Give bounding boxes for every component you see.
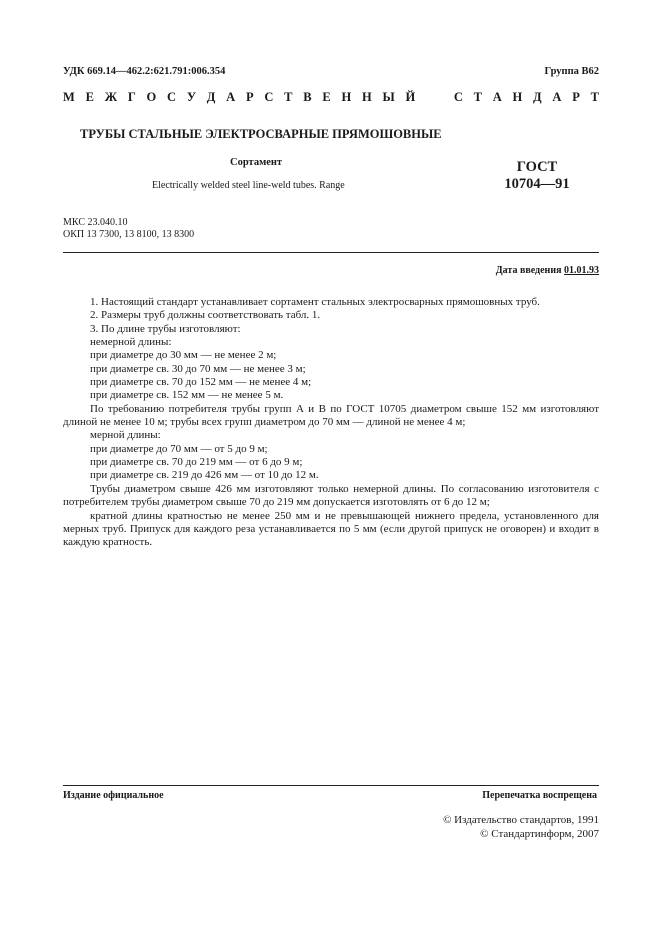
heading-letter: Д <box>206 90 216 104</box>
paragraph-2: 2. Размеры труб должны соответствовать табл. 1. <box>90 309 321 322</box>
list-item: при диаметре до 70 мм — от 5 до 9 м; <box>90 442 268 455</box>
list-item: при диаметре до 30 мм — не менее 2 м; <box>90 349 277 362</box>
document-title: ТРУБЫ СТАЛЬНЫЕ ЭЛЕКТРОСВАРНЫЕ ПРЯМОШОВНЫЕ <box>80 127 442 141</box>
heading-letter: Е <box>85 90 94 104</box>
udk-code: УДК 669.14—462.2:621.791:006.354 <box>63 66 226 77</box>
okp-code: ОКП 13 7300, 13 8100, 13 8300 <box>63 229 195 240</box>
heading-letter: Н <box>512 90 523 104</box>
heading-letter: А <box>226 90 236 104</box>
heading-letter: Н <box>341 90 352 104</box>
gost-label: ГОСТ <box>516 159 558 175</box>
heading-letter: У <box>186 90 197 104</box>
reprint-note: Перепечатка воспрещена <box>482 790 597 801</box>
date-label: Дата введения <box>495 265 564 276</box>
heading-letter: Т <box>284 90 293 104</box>
list-item: при диаметре св. 152 мм — не менее 5 м. <box>90 389 284 402</box>
paragraph-5: Трубы диаметром свыше 426 мм изготовляют только немерной длины. По согласованию изготовителя с потребителем трубы диаметром свыше 70 до 219 мм допускается изготовлять от 6 до 12 м; <box>63 482 599 509</box>
list-item: немерной длины: <box>90 336 172 349</box>
gost-number: 10704—91 <box>504 176 570 192</box>
heading-letter: С <box>453 90 463 104</box>
paragraph-6: кратной длины кратностью не менее 250 мм и не превышающей нижнего предела, установленного для мерных труб. Припуск для каждого реза устанавливается по 5 мм (если другой припуск не оговорен) и входит в каждую кратность. <box>63 509 599 549</box>
edition-note: Издание официальное <box>63 790 164 801</box>
heading-letter <box>426 90 429 105</box>
heading-letter: Е <box>322 90 331 104</box>
standard-type-heading <box>63 90 599 105</box>
heading-letter: М <box>63 90 75 104</box>
heading-letter: Р <box>245 90 254 104</box>
heading-letter: Т <box>473 90 482 104</box>
document-subtitle: Сортамент <box>230 157 283 168</box>
group-code: Группа В62 <box>544 66 599 77</box>
bottom-divider <box>63 785 599 786</box>
heading-letter: Н <box>362 90 372 104</box>
heading-letter: Й <box>405 90 416 104</box>
mks-code: МКС 23.040.10 <box>63 217 128 228</box>
list-item: при диаметре св. 30 до 70 мм — не менее 3 м; <box>90 362 306 375</box>
heading-letter: Ж <box>104 90 118 104</box>
introduction-date <box>496 265 599 276</box>
paragraph-1: 1. Настоящий стандарт устанавливает сортамент стальных электросварных прямошовных труб. <box>90 296 540 308</box>
list-item: при диаметре св. 70 до 219 мм — от 6 до 9 м; <box>90 456 303 469</box>
heading-letter: Д <box>533 90 542 104</box>
list-item: мерной длины: <box>90 429 161 442</box>
heading-letter: А <box>552 90 562 104</box>
copyright-line: © Стандартинформ, 2007 <box>480 828 599 840</box>
list-item: при диаметре св. 219 до 426 мм — от 10 до 12 м. <box>90 469 319 482</box>
date-value: 01.01.93 <box>564 265 599 276</box>
heading-letter: Ы <box>382 90 395 104</box>
paragraph-4: По требованию потребителя трубы групп А и В по ГОСТ 10705 диаметром свыше 152 мм изготовляют длиной не менее 10 м; трубы всех групп диаметром до 70 мм — длиной не менее 4 м; <box>63 402 599 429</box>
heading-letter: С <box>264 90 274 104</box>
english-title: Electrically welded steel line-weld tubes. Range <box>152 180 345 191</box>
paragraph-3: 3. По длине трубы изготовляют: <box>90 322 241 335</box>
document-body <box>63 296 599 550</box>
copyright-line: © Издательство стандартов, 1991 <box>443 814 599 826</box>
heading-letter: А <box>492 90 502 104</box>
heading-letter: Р <box>572 90 580 104</box>
heading-letter <box>440 90 443 105</box>
heading-letter: О <box>146 90 157 104</box>
top-divider <box>63 252 599 253</box>
heading-letter: Т <box>590 90 599 104</box>
heading-letter: Г <box>127 90 136 104</box>
list-item: при диаметре св. 70 до 152 мм — не менее 4 м; <box>90 376 312 389</box>
heading-letter: С <box>167 90 177 104</box>
heading-letter: В <box>303 90 312 104</box>
